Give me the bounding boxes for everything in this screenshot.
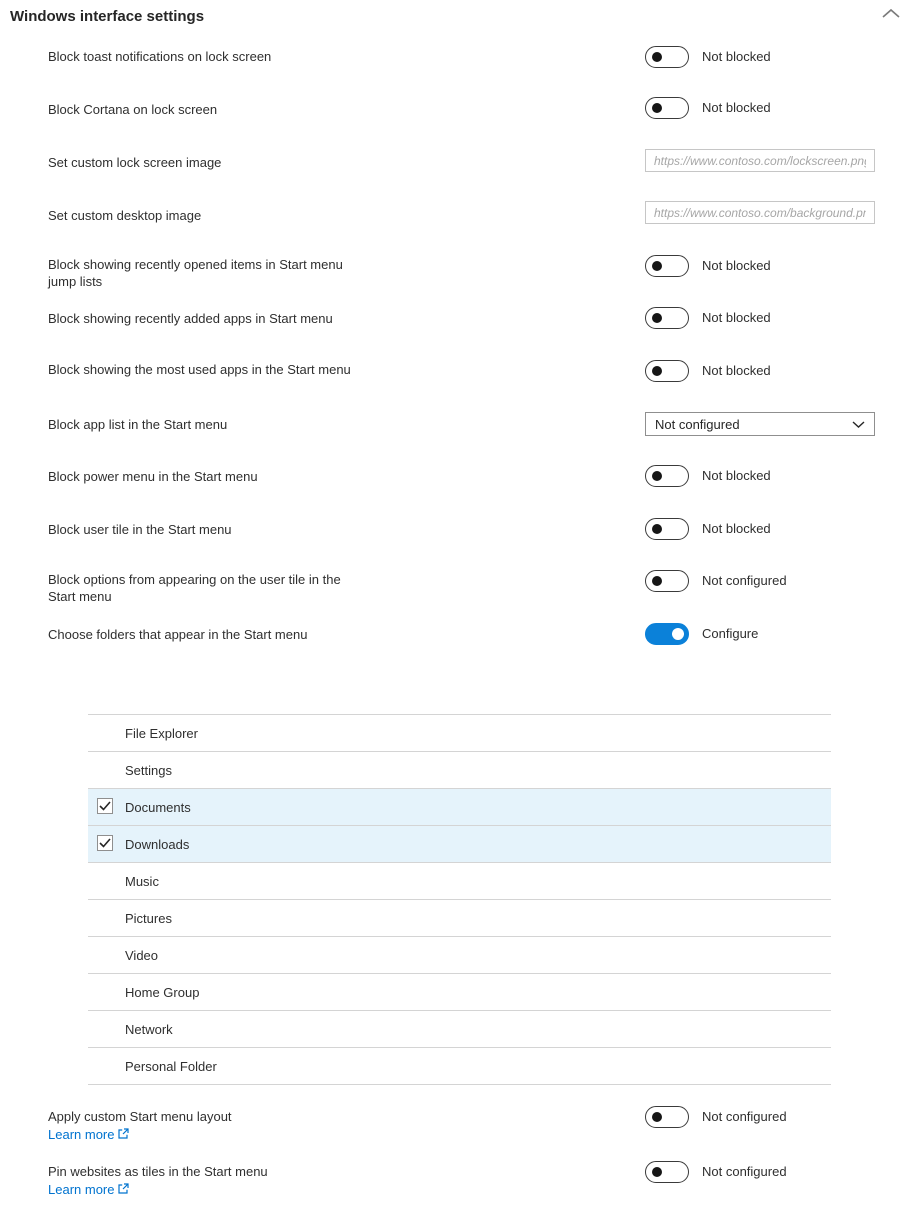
setting-control-block-toast-notifications <box>645 46 771 67</box>
setting-label-pin-websites <box>48 1163 378 1199</box>
setting-label-block-most-used: Block showing the most used apps in the Start menu <box>48 362 351 377</box>
toggle-knob <box>652 103 662 113</box>
setting-label-block-power-menu: Block power menu in the Start menu <box>48 469 258 484</box>
toggle-block-most-used[interactable] <box>645 360 689 382</box>
toggle-knob <box>652 576 662 586</box>
learn-more-link[interactable] <box>48 1127 129 1142</box>
folder-row-label: Pictures <box>125 910 172 926</box>
toggle-knob <box>652 524 662 534</box>
checkbox-checked[interactable] <box>97 835 113 851</box>
folder-row-label: Downloads <box>125 836 190 852</box>
setting-control-custom-start-layout <box>645 1106 787 1127</box>
folder-row-settings[interactable] <box>88 752 831 789</box>
folder-row-video[interactable] <box>88 937 831 974</box>
folder-row-label: Network <box>125 1021 173 1037</box>
external-link-icon <box>118 1182 129 1197</box>
block-app-list-select[interactable] <box>645 412 875 436</box>
toggle-custom-start-layout[interactable] <box>645 1106 689 1128</box>
toggle-status-text: Not blocked <box>702 49 771 64</box>
toggle-block-user-tile-options[interactable] <box>645 570 689 592</box>
folder-row-personal-folder[interactable] <box>88 1048 831 1085</box>
setting-label-block-toast-notifications: Block toast notifications on lock screen <box>48 49 272 64</box>
folder-row-label: Settings <box>125 762 172 778</box>
folder-row-pictures[interactable] <box>88 900 831 937</box>
toggle-status-text: Not blocked <box>702 310 771 325</box>
learn-more-label: Learn more <box>48 1182 115 1197</box>
setting-label-block-app-list: Block app list in the Start menu <box>48 417 228 432</box>
toggle-knob <box>652 261 662 271</box>
setting-control-block-recently-added <box>645 307 771 328</box>
chevron-up-icon <box>880 9 902 26</box>
folder-row-label: Music <box>125 873 159 889</box>
lock-screen-image-url-input[interactable] <box>645 149 875 172</box>
toggle-status-text: Not blocked <box>702 468 771 483</box>
learn-more-label: Learn more <box>48 1127 115 1142</box>
toggle-status-text: Not blocked <box>702 100 771 115</box>
setting-label-choose-folders: Choose folders that appear in the Start menu <box>48 627 308 642</box>
folder-row-file-explorer[interactable] <box>88 715 831 752</box>
toggle-status-text: Not blocked <box>702 521 771 536</box>
toggle-knob <box>652 366 662 376</box>
external-link-icon <box>118 1127 129 1142</box>
toggle-knob <box>652 1167 662 1177</box>
setting-control-block-user-tile-options <box>645 570 787 591</box>
folder-row-home-group[interactable] <box>88 974 831 1011</box>
toggle-block-user-tile[interactable] <box>645 518 689 540</box>
toggle-choose-folders[interactable] <box>645 623 689 645</box>
setting-control-block-cortana <box>645 97 771 118</box>
toggle-status-text: Not configured <box>702 573 787 588</box>
setting-label-text: Apply custom Start menu layout <box>48 1109 232 1124</box>
toggle-block-recently-added[interactable] <box>645 307 689 329</box>
checkbox-checked[interactable] <box>97 798 113 814</box>
folder-row-label: Documents <box>125 799 191 815</box>
setting-control-block-jump-lists <box>645 255 771 276</box>
setting-label-desktop-image: Set custom desktop image <box>48 208 202 223</box>
toggle-knob <box>652 52 662 62</box>
setting-control-block-power-menu <box>645 465 771 486</box>
toggle-status-text: Not blocked <box>702 363 771 378</box>
folder-row-label: Home Group <box>125 984 200 1000</box>
setting-label-block-cortana: Block Cortana on lock screen <box>48 102 218 117</box>
setting-label-lock-screen-image: Set custom lock screen image <box>48 155 222 170</box>
toggle-status-text: Not blocked <box>702 258 771 273</box>
setting-label-block-recently-added: Block showing recently added apps in Start menu <box>48 311 333 326</box>
folder-row-network[interactable] <box>88 1011 831 1048</box>
collapse-section-button[interactable] <box>880 6 906 26</box>
learn-more-link[interactable] <box>48 1182 129 1197</box>
desktop-image-url-input[interactable] <box>645 201 875 224</box>
toggle-pin-websites[interactable] <box>645 1161 689 1183</box>
folder-row-label: Personal Folder <box>125 1058 217 1074</box>
setting-label-text: Pin websites as tiles in the Start menu <box>48 1164 268 1179</box>
toggle-block-cortana[interactable] <box>645 97 689 119</box>
toggle-status-text: Configure <box>702 626 759 641</box>
setting-label-block-user-tile: Block user tile in the Start menu <box>48 522 232 537</box>
folder-row-music[interactable] <box>88 863 831 900</box>
toggle-status-text: Not configured <box>702 1109 787 1124</box>
toggle-block-jump-lists[interactable] <box>645 255 689 277</box>
chevron-down-icon <box>852 417 865 432</box>
toggle-knob <box>652 471 662 481</box>
toggle-status-text: Not configured <box>702 1164 787 1179</box>
toggle-knob <box>652 313 662 323</box>
setting-control-pin-websites <box>645 1161 787 1182</box>
start-menu-folder-list <box>88 714 831 1085</box>
folder-row-downloads[interactable] <box>88 826 831 863</box>
select-value: Not configured <box>655 416 740 432</box>
toggle-block-power-menu[interactable] <box>645 465 689 487</box>
setting-control-choose-folders <box>645 623 758 644</box>
folder-row-label: File Explorer <box>125 725 198 741</box>
toggle-knob <box>672 628 684 640</box>
toggle-knob <box>652 1112 662 1122</box>
setting-label-block-jump-lists: Block showing recently opened items in Start menu jump lists <box>48 257 343 289</box>
setting-control-block-most-used <box>645 360 771 381</box>
folder-row-documents[interactable] <box>88 789 831 826</box>
page-title: Windows interface settings <box>10 8 205 25</box>
setting-control-block-user-tile <box>645 518 771 539</box>
folder-row-label: Video <box>125 947 159 963</box>
toggle-block-toast-notifications[interactable] <box>645 46 689 68</box>
setting-label-custom-start-layout <box>48 1108 378 1144</box>
setting-label-block-user-tile-options: Block options from appearing on the user tile in the Start menu <box>48 572 341 604</box>
